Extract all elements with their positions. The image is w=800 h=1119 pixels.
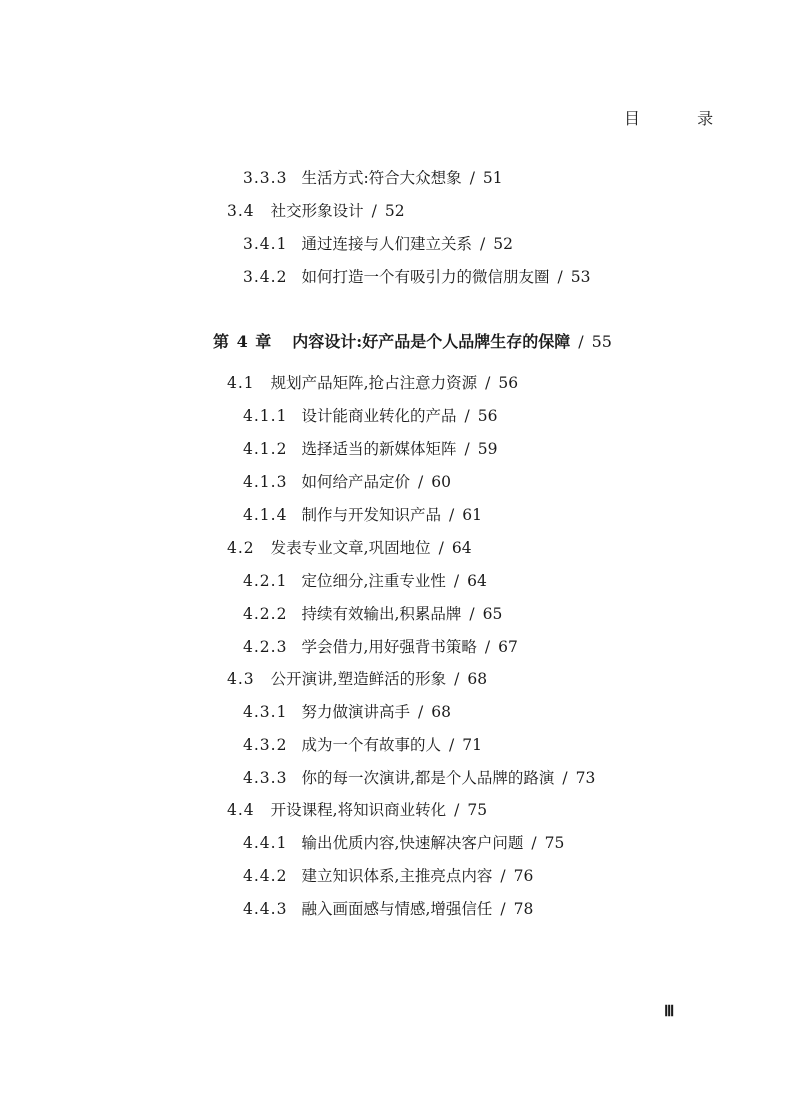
toc-entry-4-2-3[interactable] [243, 637, 518, 657]
running-head: 目 录 [624, 109, 740, 128]
toc-entry-4-1-3[interactable] [243, 472, 451, 492]
toc-entry-title: 持续有效输出,积累品牌 [301, 605, 462, 623]
toc-entry-separator: / [562, 769, 568, 787]
toc-entry-4-3-1[interactable] [243, 702, 451, 722]
toc-entry-separator: / [454, 801, 460, 819]
toc-entry-page: 75 [467, 801, 488, 819]
toc-entry-separator: / [469, 605, 475, 623]
toc-entry-title: 成为一个有故事的人 [301, 736, 441, 754]
toc-entry-number: 4.1.2 [243, 440, 288, 458]
toc-entry-separator: / [484, 638, 491, 656]
toc-entry-number: 4.3.3 [243, 769, 288, 787]
toc-entry-page: 64 [451, 539, 472, 557]
toc-entry-separator: / [469, 169, 475, 187]
toc-entry-title: 发表专业文章,巩固地位 [270, 539, 431, 557]
toc-entry-4-1[interactable] [227, 373, 518, 393]
toc-entry-page: 71 [462, 736, 482, 754]
toc-entry-page: 51 [482, 169, 503, 187]
toc-entry-title: 设计能商业转化的产品 [301, 407, 457, 425]
toc-entry-3-4[interactable] [227, 201, 405, 221]
toc-entry-page: 78 [513, 900, 534, 918]
toc-entry-number: 4.3.1 [243, 703, 288, 721]
toc-entry-title: 开设课程,将知识商业转化 [270, 801, 447, 819]
chapter-label: 第 4 章 [213, 332, 273, 351]
toc-entry-number: 4.2.1 [243, 572, 288, 590]
toc-entry-title: 通过连接与人们建立关系 [301, 235, 472, 253]
toc-entry-page: 68 [467, 670, 488, 688]
toc-entry-title: 定位细分,注重专业性 [301, 572, 446, 590]
toc-entry-number: 3.3.3 [243, 169, 288, 187]
toc-entry-4-1-1[interactable] [243, 406, 497, 426]
toc-entry-number: 4.4 [227, 801, 255, 819]
toc-entry-page: 59 [477, 440, 498, 458]
toc-entry-title: 学会借力,用好强背书策略 [301, 638, 477, 656]
toc-entry-number: 4.1 [227, 374, 255, 392]
toc-entry-page: 56 [498, 374, 519, 392]
toc-entry-4-2-2[interactable] [243, 604, 502, 624]
toc-entry-number: 4.2 [227, 539, 255, 557]
toc-entry-page: 75 [544, 834, 565, 852]
toc-entry-separator: / [417, 473, 424, 491]
toc-entry-number: 4.1.3 [243, 473, 288, 491]
toc-entry-page: 76 [513, 867, 534, 885]
toc-entry-separator: / [417, 703, 424, 721]
toc-entry-number: 4.2.3 [243, 638, 288, 656]
toc-entry-title: 规划产品矩阵,抢占注意力资源 [270, 374, 478, 392]
toc-entry-number: 3.4.1 [243, 235, 288, 253]
toc-entry-page: 61 [462, 506, 482, 524]
toc-entry-separator: / [500, 900, 506, 918]
toc-entry-separator: / [464, 440, 470, 458]
toc-entry-number: 4.4.1 [243, 834, 288, 852]
chapter-title: 内容设计:好产品是个人品牌生存的保障 [292, 332, 571, 351]
toc-entry-number: 4.1.4 [243, 506, 288, 524]
toc-entry-number: 4.4.3 [243, 900, 288, 918]
toc-entry-page: 64 [467, 572, 487, 590]
toc-entry-number: 3.4.2 [243, 268, 288, 286]
toc-entry-title: 输出优质内容,快速解决客户问题 [301, 834, 524, 852]
toc-entry-4-1-4[interactable] [243, 505, 482, 525]
toc-entry-title: 制作与开发知识产品 [301, 506, 441, 524]
toc-entry-number: 4.3.2 [243, 736, 288, 754]
toc-entry-3-4-1[interactable] [243, 234, 513, 254]
toc-entry-title: 公开演讲,塑造鲜活的形象 [270, 670, 447, 688]
chapter-page: 55 [591, 332, 612, 351]
toc-entry-separator: / [557, 268, 563, 286]
toc-entry-4-2[interactable] [227, 538, 472, 558]
toc-entry-4-4-2[interactable] [243, 866, 533, 886]
toc-entry-title: 如何打造一个有吸引力的微信朋友圈 [301, 268, 550, 286]
toc-entry-separator: / [371, 202, 377, 220]
toc-entry-page: 73 [575, 769, 596, 787]
toc-entry-separator: / [448, 736, 455, 754]
toc-entry-separator: / [448, 506, 455, 524]
toc-entry-number: 4.2.2 [243, 605, 288, 623]
toc-entry-4-3-2[interactable] [243, 735, 482, 755]
page-folio: Ⅲ [664, 1003, 674, 1020]
toc-entry-title: 选择适当的新媒体矩阵 [301, 440, 457, 458]
toc-entry-3-4-2[interactable] [243, 267, 590, 287]
toc-entry-title: 如何给产品定价 [301, 473, 410, 491]
toc-entry-title: 努力做演讲高手 [301, 703, 410, 721]
toc-entry-number: 3.4 [227, 202, 255, 220]
toc-entry-title: 建立知识体系,主推亮点内容 [301, 867, 493, 885]
toc-entry-separator: / [485, 374, 491, 392]
toc-entry-separator: / [578, 332, 584, 351]
toc-entry-page: 65 [482, 605, 503, 623]
toc-entry-page: 53 [570, 268, 591, 286]
toc-entry-4-4-1[interactable] [243, 833, 564, 853]
toc-entry-3-3-3[interactable] [243, 168, 503, 188]
toc-entry-separator: / [479, 235, 486, 253]
toc-entry-4-3[interactable] [227, 669, 487, 689]
toc-entry-number: 4.1.1 [243, 407, 288, 425]
toc-entry-title: 融入画面感与情感,增强信任 [301, 900, 493, 918]
toc-entry-title: 生活方式:符合大众想象 [301, 169, 462, 187]
toc-entry-page: 68 [431, 703, 451, 721]
toc-entry-number: 4.3 [227, 670, 255, 688]
toc-chapter-4[interactable] [213, 332, 612, 352]
toc-entry-separator: / [464, 407, 470, 425]
toc-entry-4-2-1[interactable] [243, 571, 487, 591]
toc-entry-page: 67 [498, 638, 518, 656]
toc-entry-separator: / [500, 867, 506, 885]
toc-entry-separator: / [531, 834, 537, 852]
toc-entry-separator: / [453, 572, 460, 590]
toc-entry-4-4[interactable] [227, 800, 487, 820]
toc-entry-4-3-3[interactable] [243, 768, 595, 788]
toc-entry-separator: / [454, 670, 460, 688]
toc-entry-title: 社交形象设计 [270, 202, 364, 220]
toc-entry-number: 4.4.2 [243, 867, 288, 885]
toc-entry-page: 60 [431, 473, 451, 491]
toc-entry-4-4-3[interactable] [243, 899, 533, 919]
toc-entry-4-1-2[interactable] [243, 439, 497, 459]
toc-entry-title: 你的每一次演讲,都是个人品牌的路演 [301, 769, 555, 787]
toc-entry-page: 52 [493, 235, 513, 253]
toc-entry-page: 52 [384, 202, 405, 220]
toc-entry-separator: / [438, 539, 444, 557]
toc-entry-page: 56 [477, 407, 498, 425]
